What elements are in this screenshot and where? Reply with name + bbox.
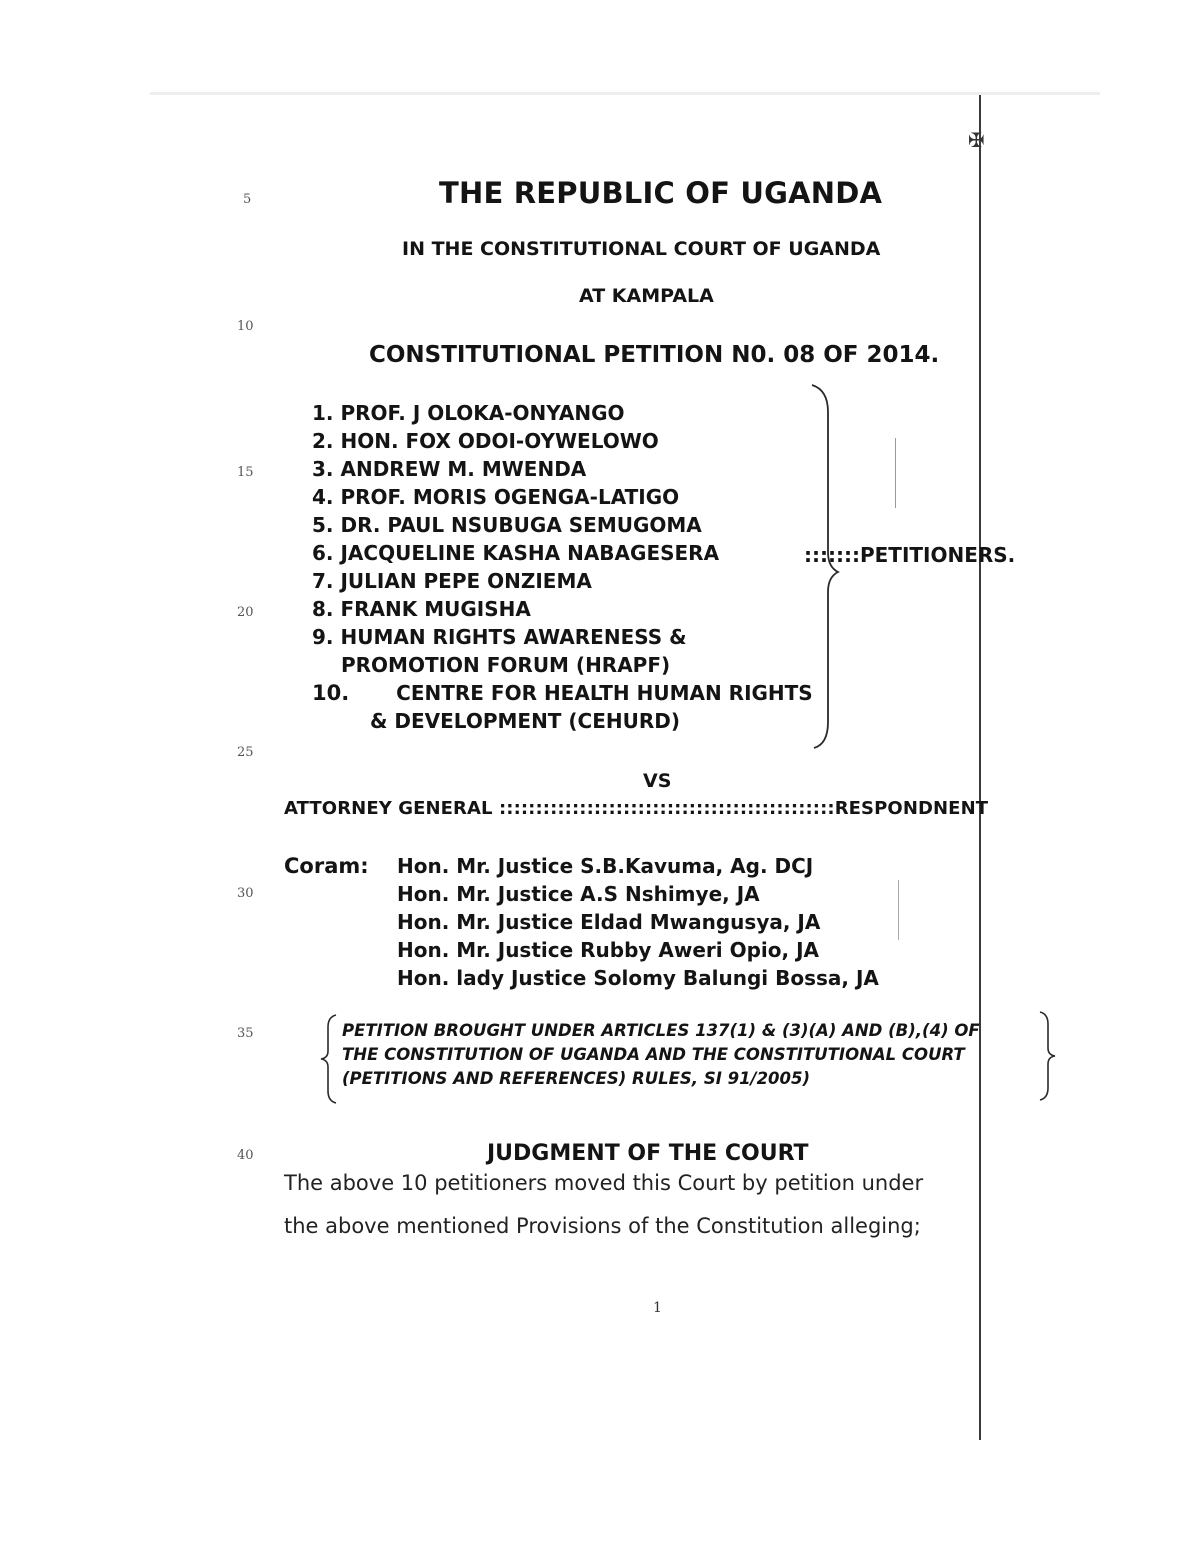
petitioners-label: :::::::PETITIONERS. <box>804 543 1016 567</box>
judge-2: Hon. Mr. Justice A.S Nshimye, JA <box>397 882 760 906</box>
line-number-15: 15 <box>237 465 254 480</box>
petitioner-3: 3. ANDREW M. MWENDA <box>312 457 587 481</box>
petition-brought-statement <box>342 1019 980 1091</box>
petitioners-list <box>312 399 813 735</box>
petitioner-10-name: CENTRE FOR HEALTH HUMAN RIGHTS <box>396 681 813 705</box>
petitioner-6: 6. JACQUELINE KASHA NABAGESERA <box>312 541 720 565</box>
line-number-10: 10 <box>237 319 254 334</box>
petitioner-5: 5. DR. PAUL NSUBUGA SEMUGOMA <box>312 513 702 537</box>
versus: VS <box>643 770 672 792</box>
petitioner-10-number: 10. <box>312 681 350 705</box>
respondent-line: ATTORNEY GENERAL ::::::::::::::::::::::::::::::::::::::::::::::RESPONDNENT <box>284 798 989 819</box>
petition-number: CONSTITUTIONAL PETITION N0. 08 OF 2014. <box>369 342 940 368</box>
coram-label: Coram: <box>284 854 369 878</box>
statement-line-2: THE CONSTITUTION OF UGANDA AND THE CONSTITUTIONAL COURT <box>342 1045 965 1064</box>
judge-4: Hon. Mr. Justice Rubby Aweri Opio, JA <box>397 938 820 962</box>
statement-right-brace <box>1036 1010 1058 1102</box>
page-number: 1 <box>653 1300 662 1316</box>
court-heading: IN THE CONSTITUTIONAL COURT OF UGANDA <box>402 238 881 260</box>
statement-line-3: (PETITIONS AND REFERENCES) RULES, SI 91/2005) <box>342 1069 811 1088</box>
location-heading: AT KAMPALA <box>579 285 714 307</box>
line-number-5: 5 <box>243 192 252 207</box>
petitioner-1: 1. PROF. J OLOKA-ONYANGO <box>312 401 625 425</box>
statement-left-brace <box>318 1013 340 1105</box>
judge-3: Hon. Mr. Justice Eldad Mwangusya, JA <box>397 910 821 934</box>
petitioner-7: 7. JULIAN PEPE ONZIEMA <box>312 569 592 593</box>
coram-judges <box>397 852 879 992</box>
petitioner-2: 2. HON. FOX ODOI-OYWELOWO <box>312 429 659 453</box>
line-number-25: 25 <box>237 745 254 760</box>
judge-1: Hon. Mr. Justice S.B.Kavuma, Ag. DCJ <box>397 854 814 878</box>
petitioner-9-continued: PROMOTION FORUM (HRAPF) <box>341 653 671 677</box>
petitioner-4: 4. PROF. MORIS OGENGA-LATIGO <box>312 485 680 509</box>
line-number-40: 40 <box>237 1148 254 1163</box>
judgment-text-line-2: the above mentioned Provisions of the Constitution alleging; <box>284 1214 921 1238</box>
petitioner-8: 8. FRANK MUGISHA <box>312 597 531 621</box>
line-number-35: 35 <box>237 1026 254 1041</box>
petitioner-10-continued: & DEVELOPMENT (CEHURD) <box>370 709 681 733</box>
line-number-20: 20 <box>237 605 254 620</box>
republic-heading: THE REPUBLIC OF UGANDA <box>439 176 883 210</box>
petitioner-9: 9. HUMAN RIGHTS AWARENESS & <box>312 625 687 649</box>
petitioners-side-rule <box>895 438 896 508</box>
judge-5: Hon. lady Justice Solomy Balungi Bossa, JA <box>397 966 879 990</box>
statement-line-1: PETITION BROUGHT UNDER ARTICLES 137(1) & (3)(A) AND (B),(4) OF <box>342 1021 980 1040</box>
petitioner-10 <box>312 679 813 707</box>
scan-mark: ✠ <box>968 128 985 152</box>
judgment-heading: JUDGMENT OF THE COURT <box>487 1141 809 1166</box>
scan-right-rule <box>979 95 981 1440</box>
scan-top-edge <box>150 92 1100 95</box>
line-number-30: 30 <box>237 886 254 901</box>
judgment-text-line-1: The above 10 petitioners moved this Court by petition under <box>284 1171 924 1195</box>
coram-side-rule <box>898 880 899 940</box>
